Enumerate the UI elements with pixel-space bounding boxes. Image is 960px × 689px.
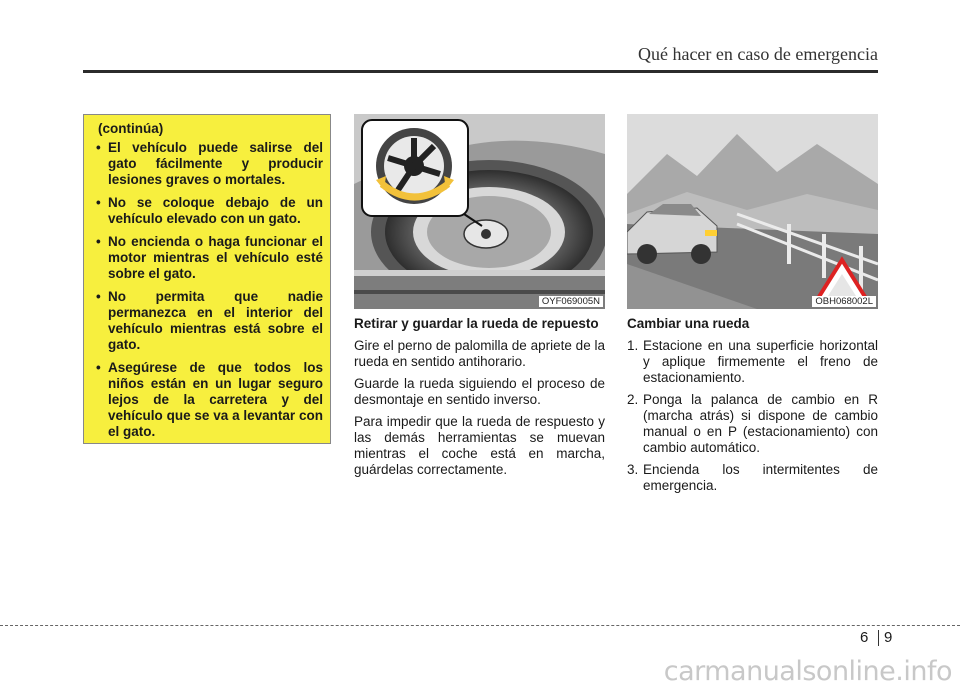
figure-code: OBH068002L — [812, 296, 876, 307]
spare-tire-section — [354, 316, 605, 484]
spare-tire-illustration — [354, 114, 605, 309]
warning-item: • No permita que nadie permanezca en el interior del vehículo mientras está sobre el gato. — [92, 289, 323, 353]
paragraph: Gire el perno de palomilla de apriete de la rueda en sentido antihorario. — [354, 338, 605, 369]
step-text: Ponga la palanca de cambio en R (marcha atrás) si dispone de cambio manual o en P (estacionamiento) con cambio automático. — [643, 392, 878, 455]
step-number: 1. — [627, 338, 639, 353]
watermark: carmanualsonline.info — [663, 656, 952, 687]
warning-list — [92, 140, 323, 440]
step-item — [627, 392, 878, 456]
paragraph: Guarde la rueda siguiendo el proceso de desmontaje en sentido inverso. — [354, 376, 605, 407]
steps-list — [627, 338, 878, 494]
step-item — [627, 462, 878, 494]
roadside-figure — [627, 114, 878, 309]
figure-code: OYF069005N — [539, 296, 603, 307]
warning-item: • Asegúrese de que todos los niños están en un lugar seguro lejos de la carretera y del vehículo que se va a levantar con el gato. — [92, 360, 323, 440]
step-number: 2. — [627, 392, 639, 407]
roadside-illustration — [627, 114, 878, 309]
warning-continued-label: (continúa) — [98, 121, 164, 136]
step-number: 3. — [627, 462, 639, 477]
footer-rule — [0, 625, 960, 626]
spare-tire-figure — [354, 114, 605, 309]
warning-item: • No se coloque debajo de un vehículo elevado con un gato. — [92, 195, 323, 227]
step-text: Encienda los intermitentes de emergencia. — [643, 462, 878, 493]
section-title: Cambiar una rueda — [627, 316, 750, 331]
paragraph: Para impedir que la rueda de respuesto y las demás herramientas se muevan mientras el coche está en marcha, guárdelas correctamente. — [354, 414, 605, 477]
page-header-title: Qué hacer en caso de emergencia — [637, 44, 878, 64]
chapter-number: 6 — [860, 629, 869, 646]
header-rule — [83, 70, 878, 73]
section-title: Retirar y guardar la rueda de repuesto — [354, 316, 599, 331]
step-text: Estacione en una superficie horizontal y aplique firmemente el freno de estacionamiento. — [643, 338, 878, 385]
step-item — [627, 338, 878, 386]
change-tire-section — [627, 316, 878, 500]
page-number-divider — [878, 630, 879, 646]
warning-box — [83, 114, 331, 444]
warning-item: • No encienda o haga funcionar el motor mientras el vehículo esté sobre el gato. — [92, 234, 323, 282]
page-number: 9 — [884, 629, 893, 646]
warning-item: • El vehículo puede salirse del gato fácilmente y producir lesiones graves o mortales. — [92, 140, 323, 188]
